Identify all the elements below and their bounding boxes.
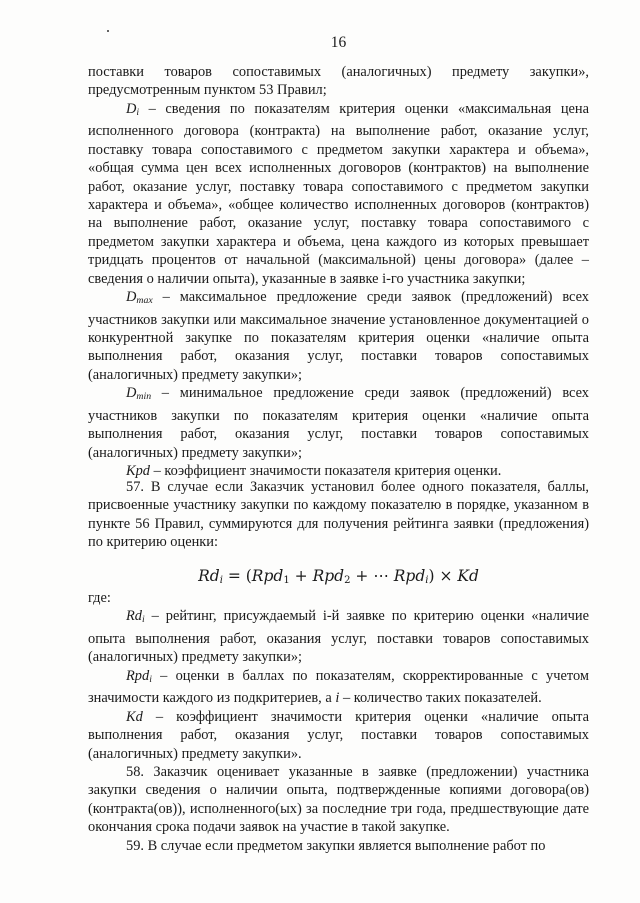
clause-57 (88, 478, 589, 552)
where-label: где: (88, 590, 111, 606)
definition-rd: $Rd_i$ – рейтинг, присуждаемый i-й заявке по критерию оценки «наличие опыта выполнения работ, оказания услуг, поставки товаров сопоставимых (аналогичных) предмету закупки»; (88, 608, 589, 666)
definition-rpd: Rpd$_i$ – оценки в баллах по показателям, скорректированные с учетом значимости каждого из подкритериев, а i – количество таких показателей. (88, 667, 589, 707)
symbol-dmin: $D_{min}$ (126, 385, 152, 403)
paragraph-continued: поставки товаров сопоставимых (аналогичных) предмету закупки», предусмотренным пунктом 53 Правил; (88, 64, 589, 99)
paragraph-59: 59. В случае если предметом закупки является выполнение работ по (126, 837, 546, 854)
paragraph-58: 58. Заказчик оценивает указанные в заявке (предложении) участника закупки сведения о наличии опыта, подтвержденные копиями договора(ов) (контракта(ов)), исполненного(ых) за последние три года, предшествующие дате окончания срока подачи заявок на участие в такой закупке. (88, 763, 589, 836)
definition-kd: Kd – коэффициент значимости критерия оценки «наличие опыта выполнения работ, оказания услуг, поставки товаров сопоставимых (аналогичных) предмету закупки». (88, 708, 589, 762)
scan-speck (107, 30, 109, 32)
symbol-rpd: Rpd$_i$ (126, 667, 152, 685)
page-number: 16 (330, 34, 347, 51)
definition-di: $D_i$ – сведения по показателям критерия оценки «максимальная цена исполненного договора (контракта) на выполнение работ, оказание услуг, поставку товара сопоставимого с предметом закупки характера и объема», «общая сумма цен всех исполненных договоров (контрактов) на выполнение работ, оказание услуг, поставку товара сопоставимого с предметом закупки характера и объема», «общее количество исполненных договоров (контрактов) на выполнение работ, оказание услуг, поставку товара сопоставимого с предметом закупки характера и объема, цена каждого из которых превышает тридцать процентов от начальной (максимальной) цены договора» (далее – сведения о наличии опыта), указанные в заявке i-го участника закупки; (88, 100, 589, 287)
paragraph-57: 57. В случае если Заказчик установил более одного показателя, баллы, присвоенные участнику закупки по каждому показателю в порядке, указанном в пункте 56 Правил, суммируются для получения рейтинга заявки (предложения) по критерию оценки: (88, 479, 589, 551)
symbol-dmax: $D_{max}$ (126, 289, 153, 307)
symbol-kpd: Kpd (126, 462, 150, 479)
symbol-rd: $Rd_i$ (126, 608, 145, 626)
symbol-kd: Kd (126, 708, 143, 725)
definition-dmin: $D_{min}$ – минимальное предложение среди заявок (предложений) всех участников закупки по показателям критерия оценки «наличие опыта выполнения работ, оказания услуг, поставки товаров сопоставимых (аналогичных) предмету закупки»; (88, 385, 589, 461)
criteria-definitions (88, 63, 589, 480)
definition-kpd: Kpd – коэффициент значимости показателя критерия оценки. (126, 462, 502, 479)
definition-dmax: $D_{max}$ – максимальное предложение среди заявок (предложений) всех участников закупки или максимальное значение установленное документацией о конкурентной закупке по показателям критерия оценки «наличие опыта выполнения работ, оказания услуг, поставки товаров сопоставимых (аналогичных) предмету закупки»; (88, 289, 589, 383)
rating-formula: $Rd_i = (Rpd_1 + Rpd_2$ + ⋯ Rpd$_i$) × Kd (198, 567, 479, 587)
symbol-di: $D_i$ (126, 100, 140, 118)
formula-legend (88, 589, 589, 855)
